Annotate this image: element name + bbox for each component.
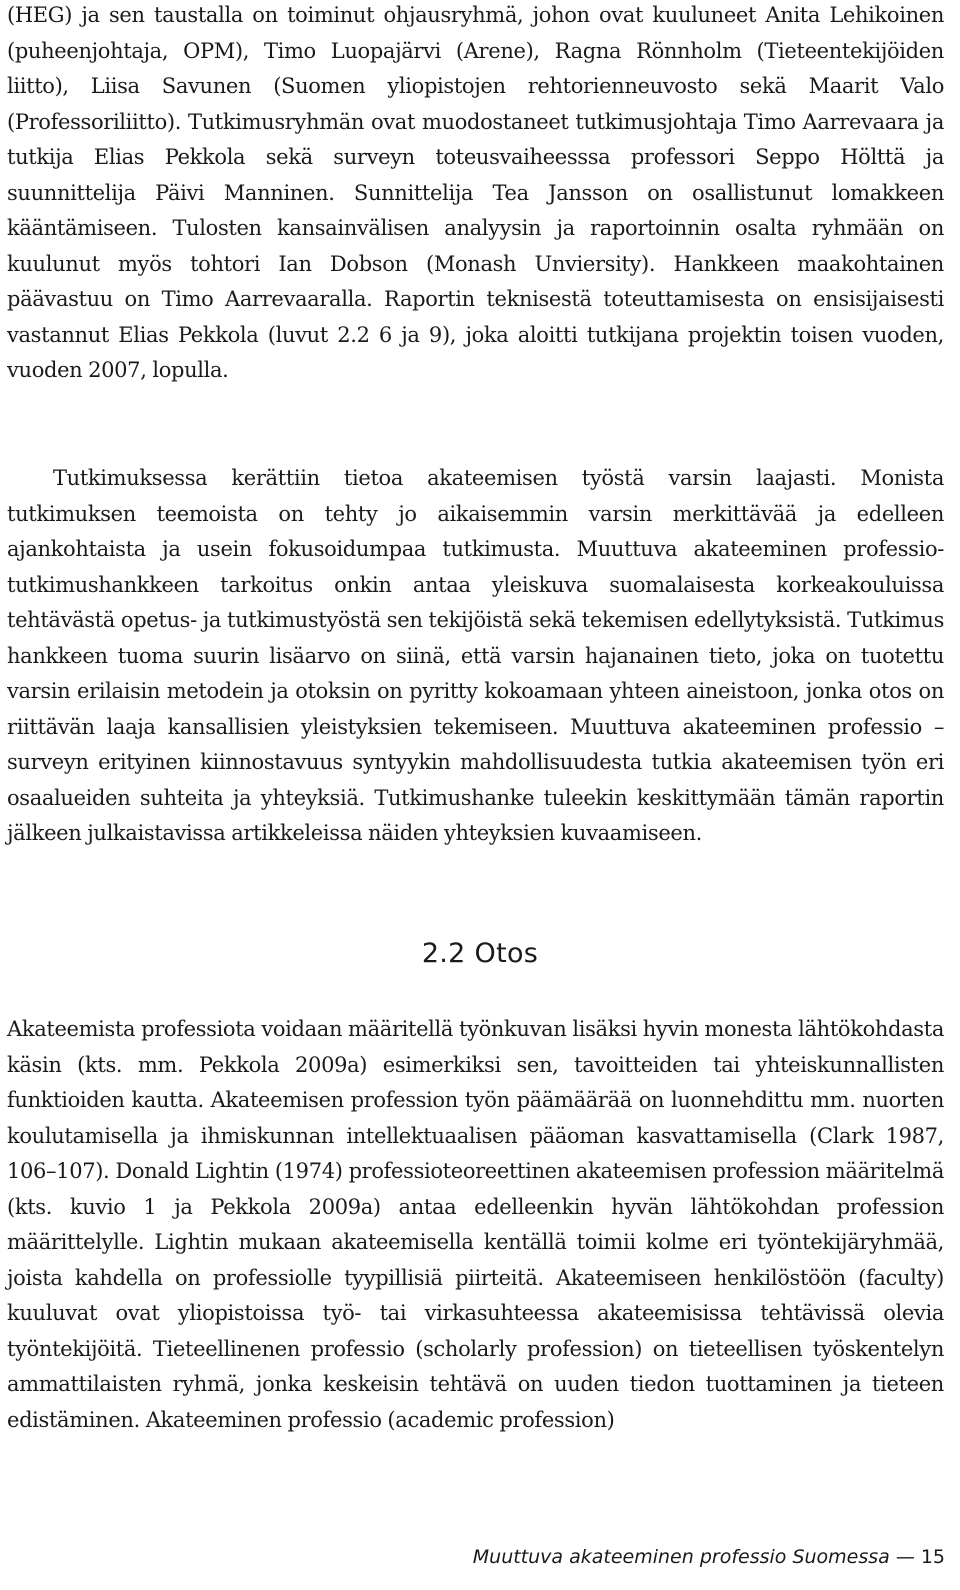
footer-separator: — bbox=[895, 1546, 915, 1568]
body-paragraph: (HEG) ja sen taustalla on toiminut ohjausryhmä, johon ovat kuuluneet Anita Lehikoinen (puheenjohtaja, OPM), Timo Luopajärvi (Arene), Ragna Rönnholm (Tieteentekijöiden liitto), Liisa Savunen (Suomen yliopistojen rehtorienneuvosto sekä Maarit Valo (Professoriliitto). Tutkimusryhmän ovat muodostaneet tutkimusjohtaja Timo Aarrevaara ja tutkija Elias Pekkola sekä surveyn toteusvaiheesssa professori Seppo Hölttä ja suunnittelija Päivi Manninen. Sunnittelija Tea Jansson on osallistunut lomakkeen kääntämiseen. Tulosten kansainvälisen analyysin ja raportoinnin osalta ryhmään on kuulunut myös tohtori Ian Dobson (Monash Unviersity). Hankkeen maakohtainen päävastuu on Timo Aarrevaaralla. Raportin teknisestä toteuttamisesta on ensisijaisesti vastannut Elias Pekkola (luvut 2.2 6 ja 9), joka aloitti tutkijana projektin toisen vuoden, vuoden 2007, lopulla. bbox=[7, 3, 944, 382]
section-heading: 2.2 Otos bbox=[421, 938, 539, 969]
page-footer bbox=[473, 1546, 945, 1568]
page-number: 15 bbox=[920, 1546, 945, 1568]
body-paragraph: Akateemista professiota voidaan määritellä työnkuvan lisäksi hyvin monesta lähtökohdasta käsin (kts. mm. Pekkola 2009a) esimerkiksi sen, tavoitteiden tai yhteiskunnallisten funktioiden kautta. Akateemisen profession työn päämäärää on luonnehdittu mm. nuorten koulutamisella ja ihmiskunnan intellektuaalisen pääoman kasvattamisella (Clark 1987, 106–107). Donald Lightin (1974) professioteoreettinen akateemisen profession määritelmä (kts. kuvio 1 ja Pekkola 2009a) antaa edelleenkin hyvän lähtökohdan profession määrittelylle. Lightin mukaan akateemisella kentällä toimii kolme eri työntekijäryhmää, joista kahdella on professiolle tyypillisiä piirteitä. Akateemiseen henkilöstöön (faculty) kuuluvat ovat yliopistoissa työ- tai virkasuhteessa akateemisissa tehtävissä olevia työntekijöitä. Tieteellinenen professio (scholarly profession) on tieteellisen työskentelyn ammattilaisten ryhmä, jonka keskeisin tehtävä on uuden tiedon tuottaminen ja tieteen edistäminen. Akateeminen professio (academic profession) bbox=[7, 1017, 944, 1432]
section-body bbox=[7, 1012, 944, 1438]
running-title: Muuttuva akateeminen professio Suomessa bbox=[472, 1546, 890, 1568]
body-paragraph: Tutkimuksessa kerättiin tietoa akateemisen työstä varsin laajasti. Monista tutkimuksen teemoista on tehty jo aikaisemmin varsin merkittävää ja edelleen ajankohtaista ja usein fokusoidumpaa tutkimusta. Muuttuva akateeminen professio-tutkimushankkeen tarkoitus onkin antaa yleiskuva suomalaisesta korkeakouluissa tehtävästä opetus- ja tutkimustyöstä sen tekijöistä sekä tekemisen edellytyksistä. Tutkimus hankkeen tuoma suurin lisäarvo on siinä, että varsin hajanainen tieto, joka on tuotettu varsin erilaisin metodein ja otoksin on pyritty kokoamaan yhteen aineistoon, jonka otos on riittävän laaja kansallisien yleistyksien tekemiseen. Muuttuva akateeminen professio –surveyn erityinen kiinnostavuus syntyykin mahdollisuudesta tutkia akateemisen työn eri osaalueiden suhteita ja yhteyksiä. Tutkimushanke tuleekin keskittymään tämän raportin jälkeen julkaistavissa artikkeleissa näiden yhteyksien kuvaamiseen. bbox=[7, 466, 944, 845]
